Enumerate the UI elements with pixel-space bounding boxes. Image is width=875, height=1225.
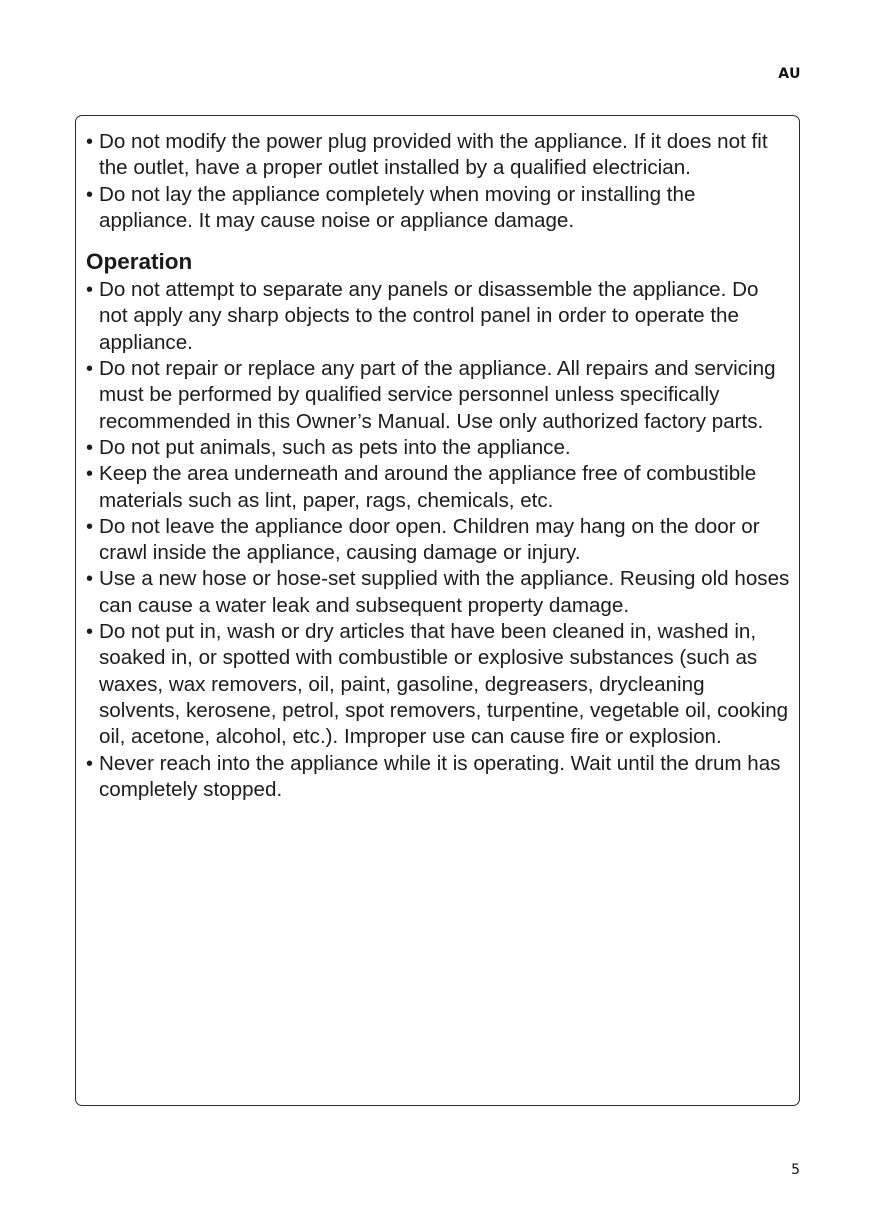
- bullet-item: • Do not attempt to separate any panels or disassemble the appliance. Do not apply any sharp objects to the control panel in order to operate the appliance.: [86, 277, 791, 356]
- safety-instructions-content: [86, 129, 791, 803]
- bullet-item: • Do not put animals, such as pets into the appliance.: [86, 435, 791, 461]
- intro-bullet-list: [86, 129, 791, 234]
- bullet-item: • Do not modify the power plug provided with the appliance. If it does not fit the outlet, have a proper outlet installed by a qualified electrician.: [86, 129, 791, 182]
- bullet-item: • Do not leave the appliance door open. Children may hang on the door or crawl inside the appliance, causing damage or injury.: [86, 514, 791, 567]
- bullet-item: • Do not repair or replace any part of the appliance. All repairs and servicing must be performed by qualified service personnel unless specifically recommended in this Owner’s Manual. Use only authorized factory parts.: [86, 356, 791, 435]
- page-number: 5: [791, 1162, 800, 1178]
- region-code: AU: [778, 66, 801, 82]
- operation-bullet-list: [86, 277, 791, 803]
- bullet-item: • Do not put in, wash or dry articles that have been cleaned in, washed in, soaked in, or spotted with combustible or explosive substances (such as waxes, wax removers, oil, paint, gasoline, degreasers, drycleaning solvents, kerosene, petrol, spot removers, turpentine, vegetable oil, cooking oil, acetone, alcohol, etc.). Improper use can cause fire or explosion.: [86, 619, 791, 750]
- bullet-item: • Do not lay the appliance completely when moving or installing the appliance. It may cause noise or appliance damage.: [86, 182, 791, 235]
- section-heading-operation: Operation: [86, 249, 193, 275]
- bullet-item: • Never reach into the appliance while it is operating. Wait until the drum has completely stopped.: [86, 751, 791, 804]
- bullet-item: • Keep the area underneath and around the appliance free of combustible materials such as lint, paper, rags, chemicals, etc.: [86, 461, 791, 514]
- bullet-item: • Use a new hose or hose-set supplied with the appliance. Reusing old hoses can cause a water leak and subsequent property damage.: [86, 566, 791, 619]
